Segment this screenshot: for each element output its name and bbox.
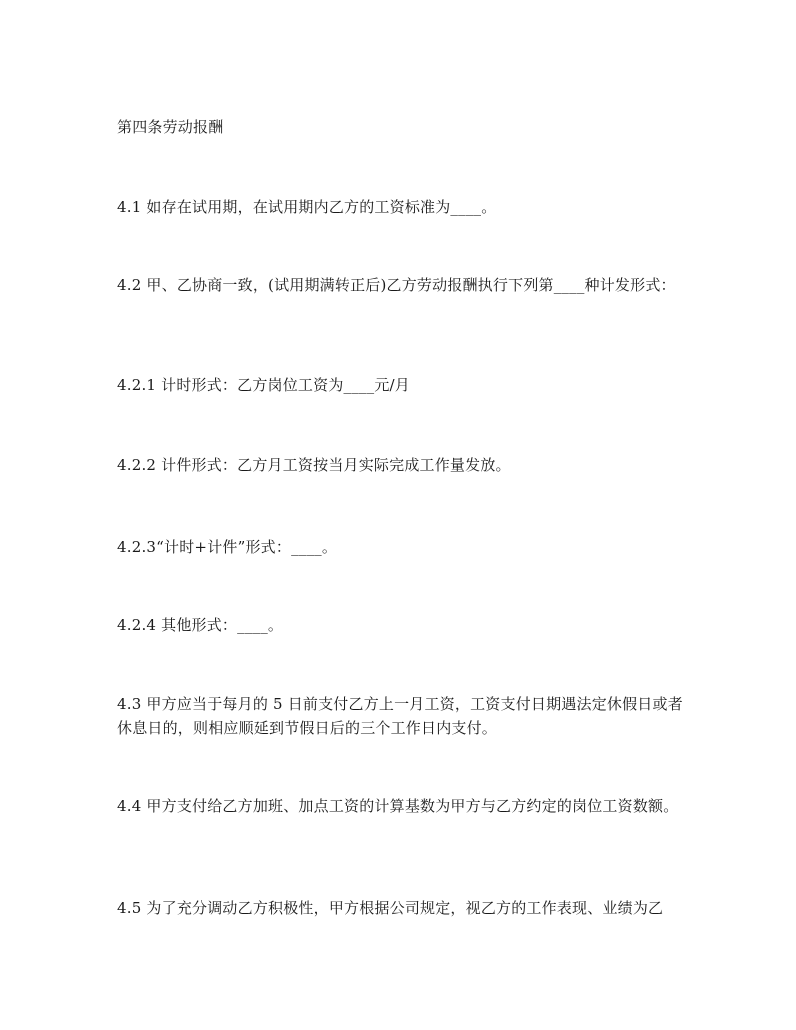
clause-4-1: 4.1 如存在试用期，在试用期内乙方的工资标准为____。 xyxy=(117,198,497,216)
clause-4-5: 4.5 为了充分调动乙方积极性，甲方根据公司规定，视乙方的工作表现、业绩为乙 xyxy=(117,899,664,917)
clause-4-2-4: 4.2.4 其他形式：____。 xyxy=(117,616,284,634)
clause-4-2-3: 4.2.3“计时+计件”形式：____。 xyxy=(117,538,338,556)
clause-4-2-2: 4.2.2 计件形式：乙方月工资按当月实际完成工作量发放。 xyxy=(117,456,511,474)
clause-4-2: 4.2 甲、乙协商一致，(试用期满转正后)乙方劳动报酬执行下列第____种计发形式： xyxy=(117,276,676,294)
clause-4-3: 4.3 甲方应当于每月的 5 日前支付乙方上一月工资，工资支付日期遇法定休假日或者休息日的，则相应顺延到节假日后的三个工作日内支付。 xyxy=(117,695,683,737)
clause-4-2-1: 4.2.1 计时形式：乙方岗位工资为____元/月 xyxy=(117,376,410,394)
section-heading: 第四条劳动报酬 xyxy=(117,118,224,136)
clause-4-4: 4.4 甲方支付给乙方加班、加点工资的计算基数为甲方与乙方约定的岗位工资数额。 xyxy=(117,797,679,815)
